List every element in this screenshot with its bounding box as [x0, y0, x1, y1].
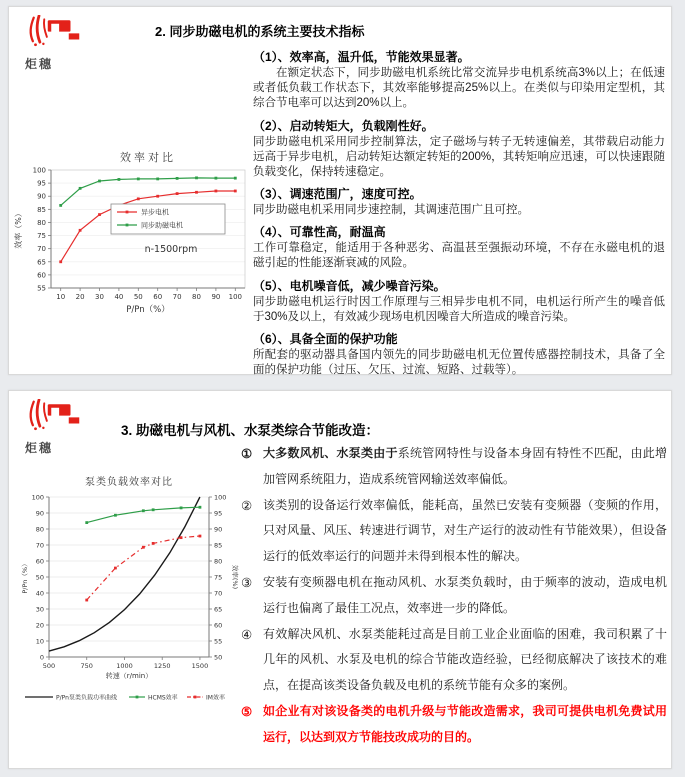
svg-text:1000: 1000 — [116, 662, 133, 670]
svg-text:85: 85 — [37, 205, 46, 214]
spec-heading: （5）、电机噪音低，减少噪音污染。 — [253, 278, 446, 293]
svg-text:1250: 1250 — [153, 662, 171, 670]
company-logo — [25, 15, 95, 72]
svg-text:750: 750 — [80, 662, 93, 670]
svg-text:55: 55 — [37, 284, 46, 293]
svg-text:P/Pn（%）: P/Pn（%） — [21, 560, 29, 594]
svg-text:500: 500 — [42, 662, 56, 670]
svg-text:80: 80 — [192, 293, 201, 301]
list-item — [241, 441, 667, 493]
svg-text:100: 100 — [214, 493, 227, 502]
item-text: 该类别的设备运行效率偏低，能耗高，虽然已安装有变频器（变频的作用，只对风量、风压、转速进行调节，对生产运行的波动性有节能效果），但设备运行的低效率运行的问题并未得到根本性的解决。 — [263, 497, 667, 564]
company-logo-text: 炬穗 — [25, 441, 54, 455]
item-number: ⑤ — [241, 704, 253, 719]
svg-text:泵类负载效率对比: 泵类负载效率对比 — [85, 477, 173, 488]
spec-body: 同步助磁电机采用同步控制算法，定子磁场与转子无转速偏差，其带载启动能力远高于异步电机，启动转矩达额定转矩的200%，其转矩响应迅速，可以快速跟随负载变化，保持转速稳定。 — [253, 135, 665, 178]
spec-item — [253, 277, 665, 325]
svg-text:100: 100 — [31, 493, 44, 502]
spec-heading: （6）、具备全面的保护功能 — [253, 331, 398, 346]
svg-text:0: 0 — [39, 653, 44, 662]
svg-text:80: 80 — [37, 218, 46, 227]
list-item — [241, 622, 667, 699]
section1-title: 2. 同步助磁电机的系统主要技术指标 — [155, 24, 365, 39]
svg-text:异步电机: 异步电机 — [141, 208, 169, 217]
spec-item — [253, 117, 665, 181]
item-number: ③ — [241, 575, 253, 590]
svg-text:70: 70 — [35, 541, 44, 550]
svg-text:10: 10 — [35, 637, 44, 646]
svg-text:100: 100 — [32, 166, 46, 175]
list-item — [241, 493, 667, 570]
svg-text:效率对比: 效率对比 — [120, 151, 176, 164]
svg-text:50: 50 — [214, 653, 223, 662]
list-item-highlighted — [241, 699, 667, 751]
svg-text:90: 90 — [37, 192, 46, 201]
torch-flame-icon — [25, 15, 81, 50]
svg-text:40: 40 — [114, 293, 124, 301]
svg-text:100: 100 — [228, 293, 242, 301]
spec-heading: （4）、可靠性高，耐温高 — [253, 225, 386, 240]
svg-text:40: 40 — [35, 589, 44, 598]
svg-text:20: 20 — [75, 293, 85, 301]
svg-text:95: 95 — [214, 509, 223, 518]
item-text: 安装有变频器电机在拖动风机、水泵类负载时，由于频率的波动，造成电机运行也偏离了最佳工况点，效率进一步的降低。 — [263, 574, 667, 615]
slide-energy-retrofit — [8, 390, 672, 769]
svg-text:60: 60 — [35, 557, 44, 566]
spec-body: 同步助磁电机采用同步速控制，其调速范围广且可控。 — [253, 204, 529, 217]
item-number: ① — [241, 447, 253, 461]
svg-text:75: 75 — [37, 232, 46, 241]
svg-text:70: 70 — [172, 293, 182, 301]
svg-text:80: 80 — [35, 525, 44, 534]
svg-text:30: 30 — [35, 605, 44, 614]
svg-text:效率（%）: 效率（%） — [14, 209, 23, 249]
svg-text:n-1500rpm: n-1500rpm — [144, 244, 198, 255]
svg-text:70: 70 — [214, 589, 223, 598]
pump-load-efficiency-chart — [19, 471, 241, 715]
spec-body: 在额定状态下，同步助磁电机系统比常交流异步电机系统高3%以上；在低速或者低负载工作状态下，其效率能够提高25%以上。在类似与印染用定型机，其综合节电率可以达到20%以上。 — [253, 67, 665, 110]
svg-text:80: 80 — [214, 557, 223, 566]
svg-text:75: 75 — [214, 573, 223, 582]
svg-text:P/Pn（%）: P/Pn（%） — [126, 305, 170, 315]
spec-list — [253, 43, 665, 378]
svg-text:65: 65 — [37, 258, 46, 267]
svg-text:HCMS效率: HCMS效率 — [148, 694, 178, 702]
svg-text:90: 90 — [211, 293, 221, 301]
spec-body: 所配套的驱动器具备国内领先的同步助磁电机无位置传感器控制技术，具备了全面的保护功能（过压、欠压、过流、短路、过载等）。 — [253, 348, 665, 377]
item-text: 有效解决风机、水泵类能耗过高是目前工业企业面临的困难，我司积累了十几年的风机、水泵及电机的综合节能改造经验，已经彻底解决了该技术的难点，在提高该类设备负载及电机的系统节能有众多的案例。 — [263, 626, 667, 693]
company-logo — [25, 399, 95, 456]
spec-body: 同步助磁电机运行时因工作原理与三相异步电机不同，电机运行所产生的噪音低于30%及以上，有效减少现场电机因噪音大所造成的噪音污染。 — [253, 295, 665, 323]
item-number: ② — [241, 498, 253, 513]
svg-text:30: 30 — [95, 293, 104, 301]
svg-text:60: 60 — [214, 621, 223, 630]
svg-text:50: 50 — [35, 573, 44, 582]
spec-item — [253, 330, 665, 378]
item-text: 如企业有对该设备类的电机升级与节能改造需求，我司可提供电机免费试用运行，以达到双方节能技改成功的目的。 — [263, 703, 667, 744]
svg-text:95: 95 — [37, 179, 46, 188]
spec-heading: （3）、调速范围广，速度可控。 — [253, 187, 422, 202]
svg-text:效率(%): 效率(%) — [231, 564, 239, 590]
svg-text:90: 90 — [35, 509, 44, 518]
svg-text:85: 85 — [214, 541, 223, 550]
list-item — [241, 570, 667, 622]
svg-text:70: 70 — [37, 245, 46, 254]
torch-flame-icon — [25, 399, 81, 434]
section2-title: 3. 助磁电机与风机、水泵类综合节能改造： — [121, 423, 380, 438]
svg-text:10: 10 — [56, 293, 66, 301]
spec-item — [253, 223, 665, 271]
spec-heading: （1）、效率高，温升低，节能效果显著。 — [253, 50, 470, 64]
svg-text:P/Pn泵类负载功率曲线: P/Pn泵类负载功率曲线 — [56, 694, 117, 702]
svg-text:90: 90 — [214, 525, 223, 534]
spec-item — [253, 185, 665, 218]
svg-text:1500: 1500 — [191, 662, 209, 670]
svg-text:60: 60 — [153, 293, 163, 301]
item-text: 大多数风机、水泵类由于系统管网特性与设备本身固有特性不匹配，由此增加管网系统阻力，造成系统管网输送效率偏低。 — [263, 446, 667, 486]
efficiency-comparison-chart — [11, 148, 255, 318]
spec-body: 工作可靠稳定，能适用于各种恶劣、高温甚至强振动环境，不存在永磁电机的退磁引起的性能逐渐衰减的风险。 — [253, 242, 665, 270]
svg-text:IM效率: IM效率 — [206, 694, 225, 702]
company-logo-text: 炬穗 — [25, 57, 54, 71]
svg-text:20: 20 — [35, 621, 44, 630]
svg-text:65: 65 — [214, 605, 223, 614]
slide-technical-specs — [8, 6, 672, 375]
retrofit-list — [241, 441, 667, 751]
svg-text:同步助磁电机: 同步助磁电机 — [141, 221, 183, 230]
svg-text:转速（r/min）: 转速（r/min） — [105, 672, 153, 680]
spec-item — [253, 48, 665, 112]
svg-text:60: 60 — [37, 271, 46, 280]
svg-text:50: 50 — [133, 293, 143, 301]
item-lead: 大多数风机、水泵类由于 — [263, 446, 398, 460]
item-number: ④ — [241, 627, 253, 642]
svg-text:55: 55 — [214, 637, 223, 646]
spec-heading: （2）、启动转矩大，负载刚性好。 — [253, 118, 434, 133]
